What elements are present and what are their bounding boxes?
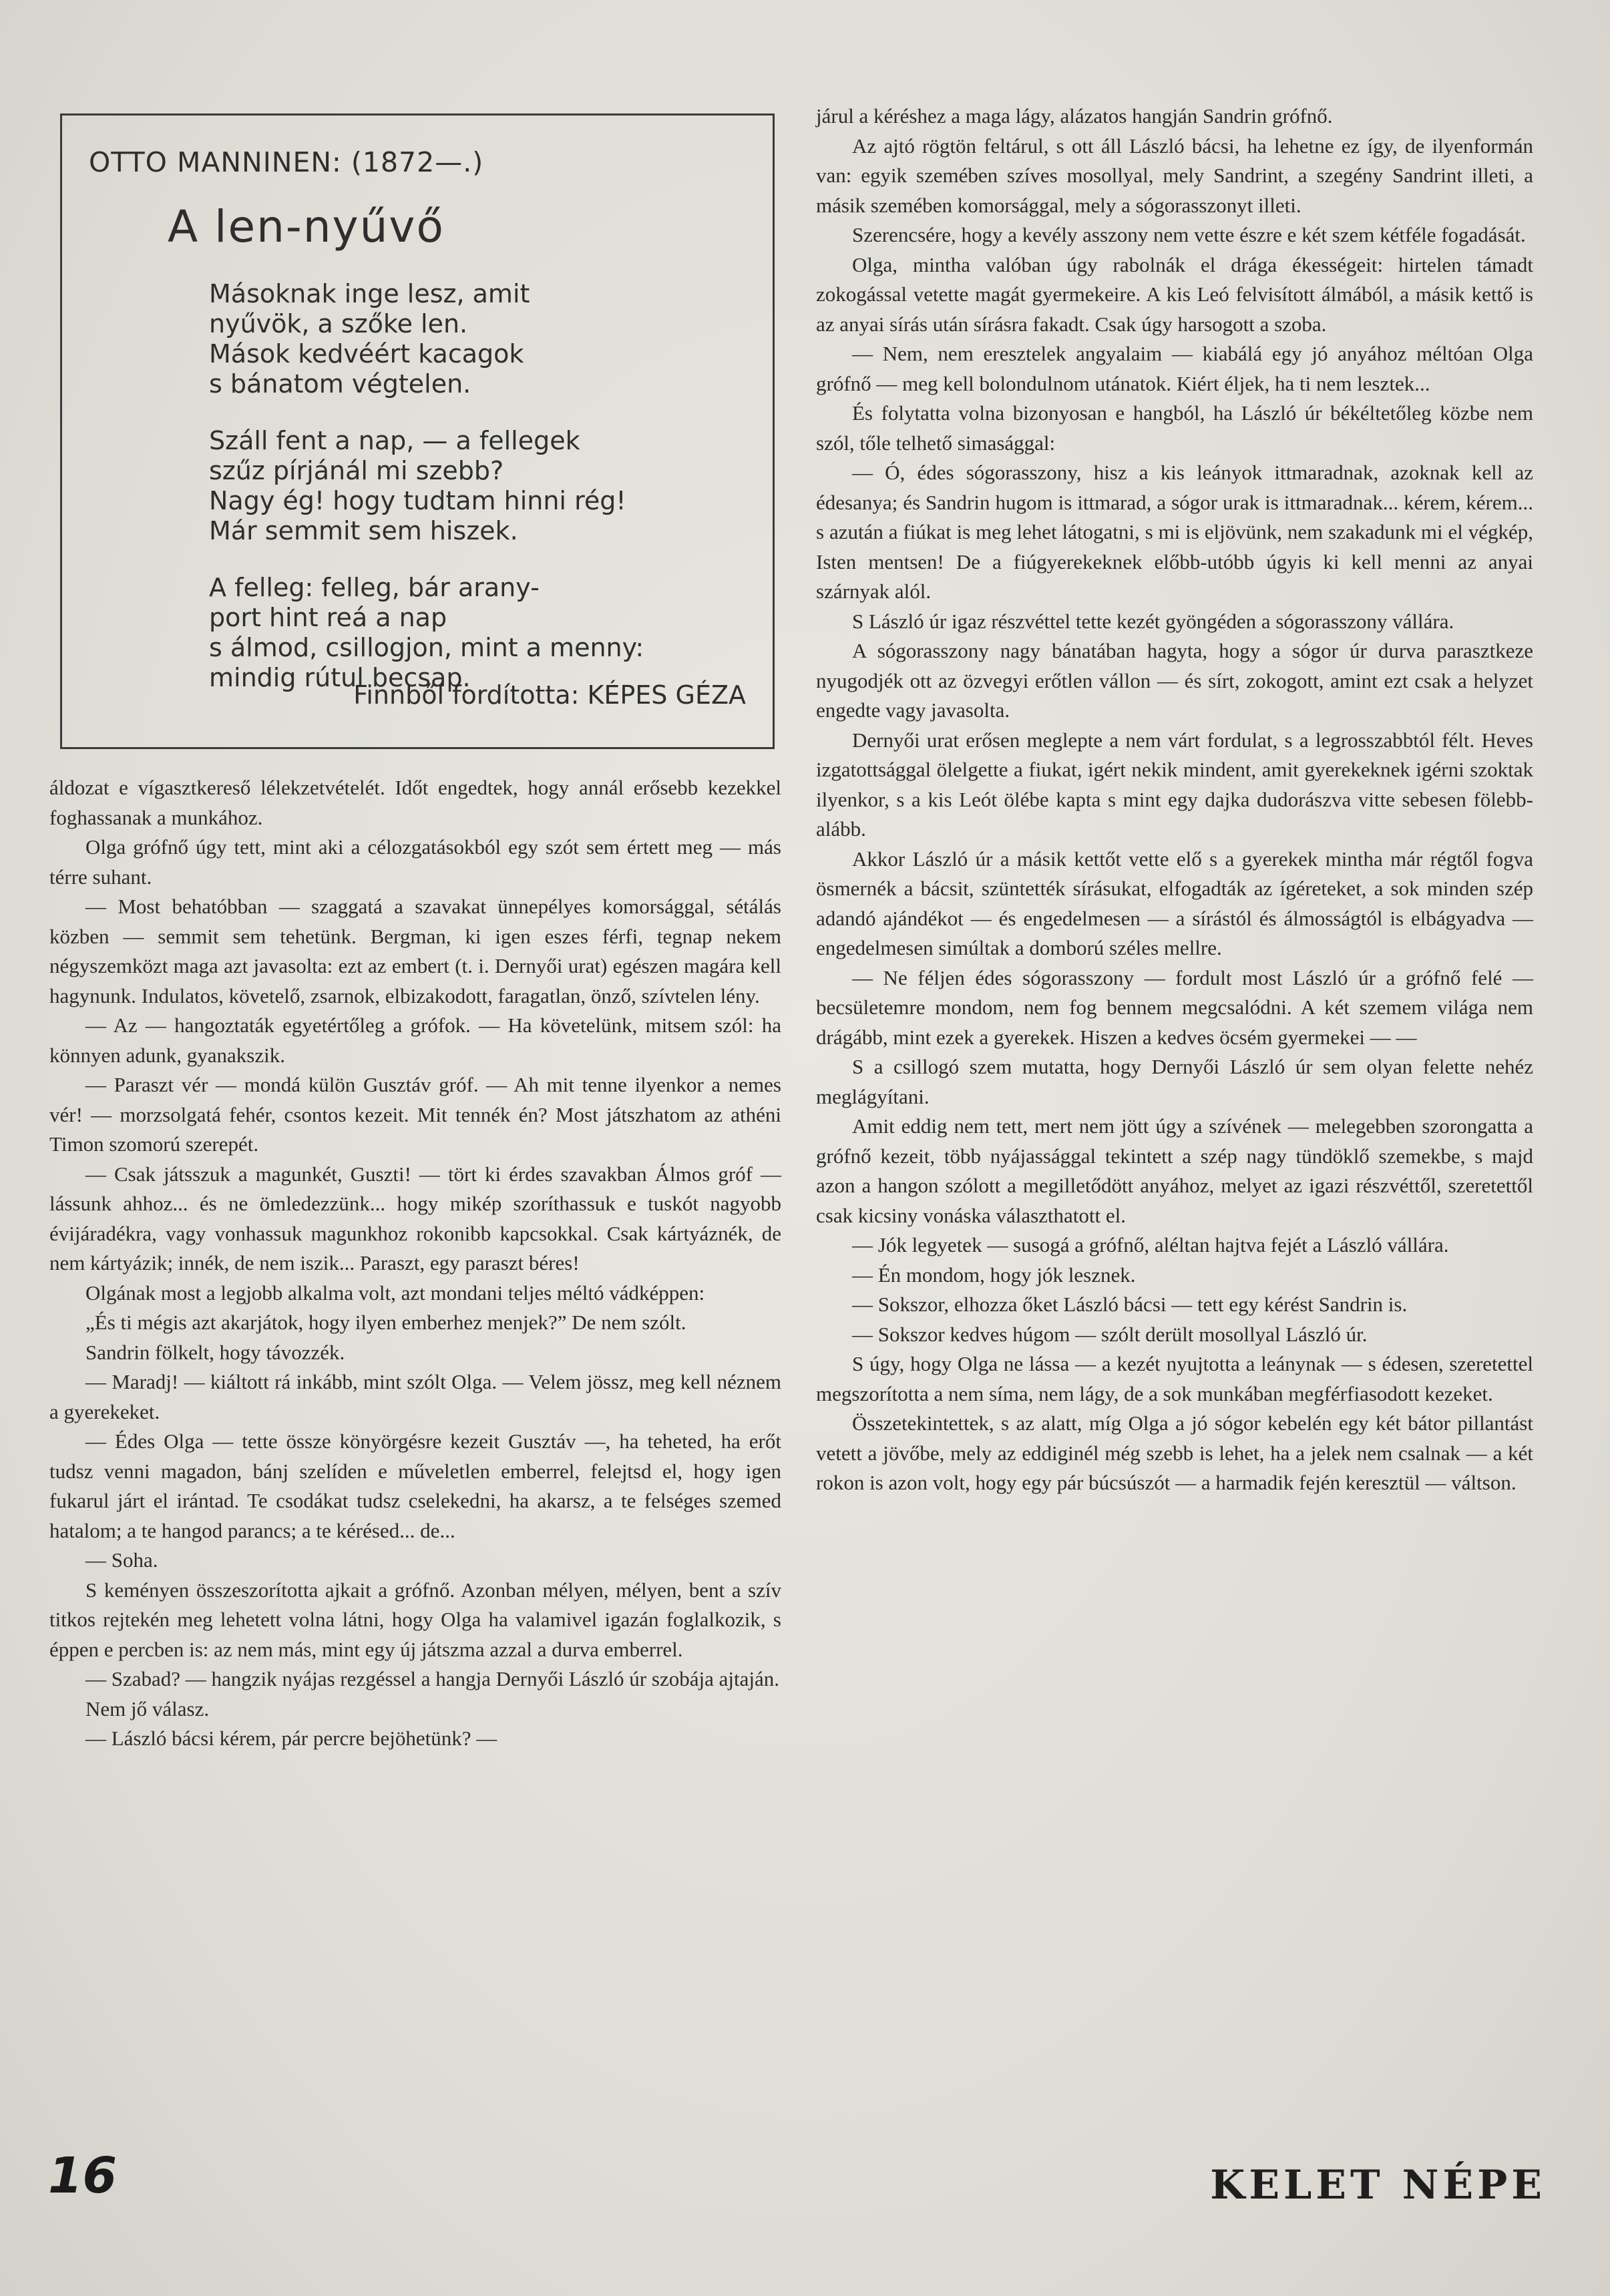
paragraph: Szerencsére, hogy a kevély asszony nem vette észre e két szem kétféle fogadását. (852, 223, 1526, 246)
poem-line: s bánatom végtelen. (209, 369, 471, 399)
poem-line: nyűvök, a szőke len. (209, 309, 468, 338)
paragraph: Olga, mintha valóban úgy rabolnák el drága ékességeit: hirtelen támadt zokogással vetette magát gyermekeire. A kis Leó felvisított álmából, a másik kettő is az anyai sírás után sírásra fakadt. Csak úgy harsogott a szoba. (816, 252, 1533, 336)
paragraph: — Ó, édes sógorasszony, hisz a kis leányok ittmaradnak, azoknak kell az édesanya; és Sandrin hugom is ittmarad, a sógor urak is ittmaradnak... kérem, kérem... s azután a fiúkat is meg lehet látogatni, s mi is eljövünk, nem szakadunk mi el végkép, Isten mentsen! De a fiúgyerekeknek előbb-utóbb úgyis ki kell menni az anyai szárnyak alól. (816, 461, 1533, 603)
right-column (816, 101, 1533, 1498)
paragraph: Az ajtó rögtön feltárul, s ott áll László bácsi, ha lehetne ez így, de ilyenformán van: egyik szemében szíves mosollyal, mely Sandrint, a szegény Sandrint illeti, a másik szemében komorsággal, mely a sógorasszonyt illeti. (816, 134, 1533, 217)
paragraph: — Csak játsszuk a magunkét, Guszti! — tört ki érdes szavakban Álmos gróf — lássunk ahhoz... és ne ömledezzünk... hogy mikép szoríthassuk e tuskót nagyobb évijáradékra, vagy vonhassuk magunkhoz rokonibb kapcsokkal. Csak kártyáznék, de nem kártyázik; innék, de nem iszik... Paraszt, egy paraszt béres! (49, 1162, 781, 1275)
poem-line: mindig rútul becsap. (209, 663, 471, 692)
paragraph: S úgy, hogy Olga ne lássa — a kezét nyujtotta a leánynak — s édesen, szeretettel megszorította a nem síma, nem lágy, de a sok munkában megférfiasodott kezeket. (816, 1352, 1533, 1405)
paragraph: — Sokszor, elhozza őket László bácsi — tett egy kérést Sandrin is. (852, 1293, 1408, 1316)
paragraph: — Édes Olga — tette össze könyörgésre kezeit Gusztáv —, ha teheted, ha erőt tudsz venni magadon, bánj szelíden e műveletlen emberrel, felejtsd el, hogy igen fukarul járt el irántad. Te csodákat tudsz cselekedni, ha akarsz, a te felséges szemed hatalom; a te hangod parancs; a te kérésed... de... (49, 1429, 781, 1542)
paragraph: — Paraszt vér — mondá külön Gusztáv gróf. — Ah mit tenne ilyenkor a nemes vér! — morzsolgatá fehér, csontos kezeit. Mit tennék én? Most játszhatom az athéni Timon szomorú szerepét. (49, 1073, 781, 1156)
poem-title: A len-nyűvő (168, 201, 445, 252)
paragraph: járul a kéréshez a maga lágy, alázatos hangján Sandrin grófnő. (816, 104, 1333, 128)
poem-line: Mások kedvéért kacagok (209, 339, 524, 369)
poem-stanza-3 (209, 573, 746, 693)
paragraph: — Sokszor kedves húgom — szólt derült mosollyal László úr. (852, 1322, 1368, 1346)
paragraph: És folytatta volna bizonyosan e hangból, ha László úr békéltetőleg közbe nem szól, tőle telhető simasággal: (816, 401, 1533, 455)
paragraph: — Az — hangoztaták egyetértőleg a grófok. — Ha követelünk, mitsem szól: ha könnyen adunk, gyanakszik. (49, 1013, 781, 1067)
paragraph: — Maradj! — kiáltott rá inkább, mint szólt Olga. — Velem jössz, meg kell néznem a gyerekeket. (49, 1370, 781, 1423)
poem-line: s álmod, csillogjon, mint a menny: (209, 633, 644, 662)
poem-translator-credit: Finnből fordította: KÉPES GÉZA (353, 680, 746, 710)
poem-line: szűz pírjánál mi szebb? (209, 456, 504, 485)
paragraph: — Soha. (85, 1548, 158, 1572)
magazine-name: KELET NÉPE (1210, 2162, 1546, 2209)
poem-line: A felleg: felleg, bár arany- (209, 573, 540, 602)
paragraph: — Nem, nem eresztelek angyalaim — kiabálá egy jó anyához méltóan Olga grófnő — meg kell bolondulnom utánatok. Kiért éljek, ha ti nem lesztek... (816, 342, 1533, 395)
left-column (49, 773, 781, 1754)
paragraph: Összetekintettek, s az alatt, míg Olga a jó sógor kebelén egy két bátor pillantást vetett a jövőbe, mely az eddiginél még szebb is lehet, ha a jelek nem csalnak — a két rokon is azon volt, hogy egy pár búcsúszót — a harmadik fején keresztül — váltson. (816, 1411, 1533, 1494)
poem-box (60, 113, 775, 749)
paragraph: — Jók legyetek — susogá a grófnő, aléltan hajtva fejét a László vállára. (852, 1233, 1449, 1256)
paragraph: Sandrin fölkelt, hogy távozzék. (85, 1340, 345, 1364)
paragraph: — Én mondom, hogy jók lesznek. (852, 1262, 1136, 1287)
paragraph: Amit eddig nem tett, mert nem jött úgy a szívének — melegebben szorongatta a grófnő kezeit, több nyájassággal tekintett a szép nagy tündöklő szemekbe, s majd azon a hangon szólott a megilletődött anyához, melyet az igazi részvéttől, szeretettől csak kicsiny vonáska választhatott el. (816, 1114, 1533, 1227)
paragraph: Dernyői urat erősen meglepte a nem várt fordulat, s a legrosszabbtól félt. Heves izgatottsággal ölelgette a fiukat, igért nekik mindent, amit gyerekeknek igérni szoktak ilyenkor, s a kis Leót ölébe kapta s mint egy dajka dudorászva vitte sebesen fölebb-alább. (816, 728, 1533, 841)
paragraph: S keményen összeszorította ajkait a grófnő. Azonban mélyen, mélyen, bent a szív titkos rejtekén meg lehetett volna látni, hogy Olga ha valamivel igazán foglalkozik, s éppen e percben is: az nem más, mint egy új játszma azzal a durva emberrel. (49, 1578, 781, 1661)
poem-line: Száll fent a nap, — a fellegek (209, 426, 580, 455)
poem-stanza-1 (209, 279, 746, 399)
poem-line: Másoknak inge lesz, amit (209, 279, 530, 308)
paragraph: — Ne féljen édes sógorasszony — fordult most László úr a grófnő felé — becsületemre mondom, nem fog bennem megcsalódni. A két szemem világa nem drágább, mint ezek a gyerekek. Hiszen a kedves öcsém gyermekei — — (816, 965, 1533, 1049)
paragraph: — Szabad? — hangzik nyájas rezgéssel a hangja Dernyői László úr szobája ajtaján. (85, 1667, 779, 1690)
poem-line: port hint reá a nap (209, 603, 447, 632)
paragraph: S László úr igaz részvéttel tette kezét gyöngéden a sógorasszony vállára. (852, 609, 1454, 633)
paragraph: A sógorasszony nagy bánatában hagyta, hogy a sógor úr durva parasztkeze nyugodjék ott az özvegyi erőtlen vállon — és sírt, zokogott, amint ezt csak a helyzet engedte vagy javasolta. (816, 639, 1533, 722)
paragraph: Nem jő válasz. (85, 1696, 210, 1720)
paragraph: Olgának most a legjobb alkalma volt, azt mondani teljes méltó vádképpen: (85, 1281, 705, 1305)
poem-line: Már semmit sem hiszek. (209, 516, 518, 545)
poem-stanza-2 (209, 426, 746, 546)
poem-line: Nagy ég! hogy tudtam hinni rég! (209, 486, 626, 515)
page-number: 16 (48, 2147, 117, 2205)
paragraph: Olga grófnő úgy tett, mint aki a célozgatásokból egy szót sem értett meg — más térre suhant. (49, 835, 781, 889)
paragraph: — Most behatóbban — szaggatá a szavakat ünnepélyes komorsággal, sétálás közben — semmit sem tehetünk. Bergman, ki igen eszes férfi, tegnap nekem négyszemközt maga azt javasolta: ezt az embert (t. i. Dernyői urat) egészen magára kell hagynunk. Indulatos, követelő, zsarnok, elbizakodott, faragatlan, önző, szívtelen lény. (49, 895, 781, 1007)
paragraph: „És ti mégis azt akarjátok, hogy ilyen emberhez menjek?” De nem szólt. (85, 1311, 686, 1334)
poem-author: OTTO MANNINEN: (1872—.) (89, 146, 484, 178)
paragraph: — László bácsi kérem, pár percre bejöhetünk? — (85, 1727, 497, 1750)
paragraph: áldozat e vígasztkereső lélekzetvételét. Időt engedtek, hogy annál erősebb kezekkel foghassanak a munkához. (49, 776, 781, 829)
paragraph: S a csillogó szem mutatta, hogy Dernyői László úr sem olyan felette nehéz meglágyítani. (816, 1055, 1533, 1108)
paragraph: Akkor László úr a másik kettőt vette elő s a gyerekek mintha már régtől fogva ösmernék a bácsit, szüntették sírásukat, elfogadták az ígéreteket, a sok minden szép adandó ajándékot — és engedelmesen — a sírástól és álmosságtól is elbágyadva — engedelmesen simúltak a domború széles mellre. (816, 847, 1533, 959)
